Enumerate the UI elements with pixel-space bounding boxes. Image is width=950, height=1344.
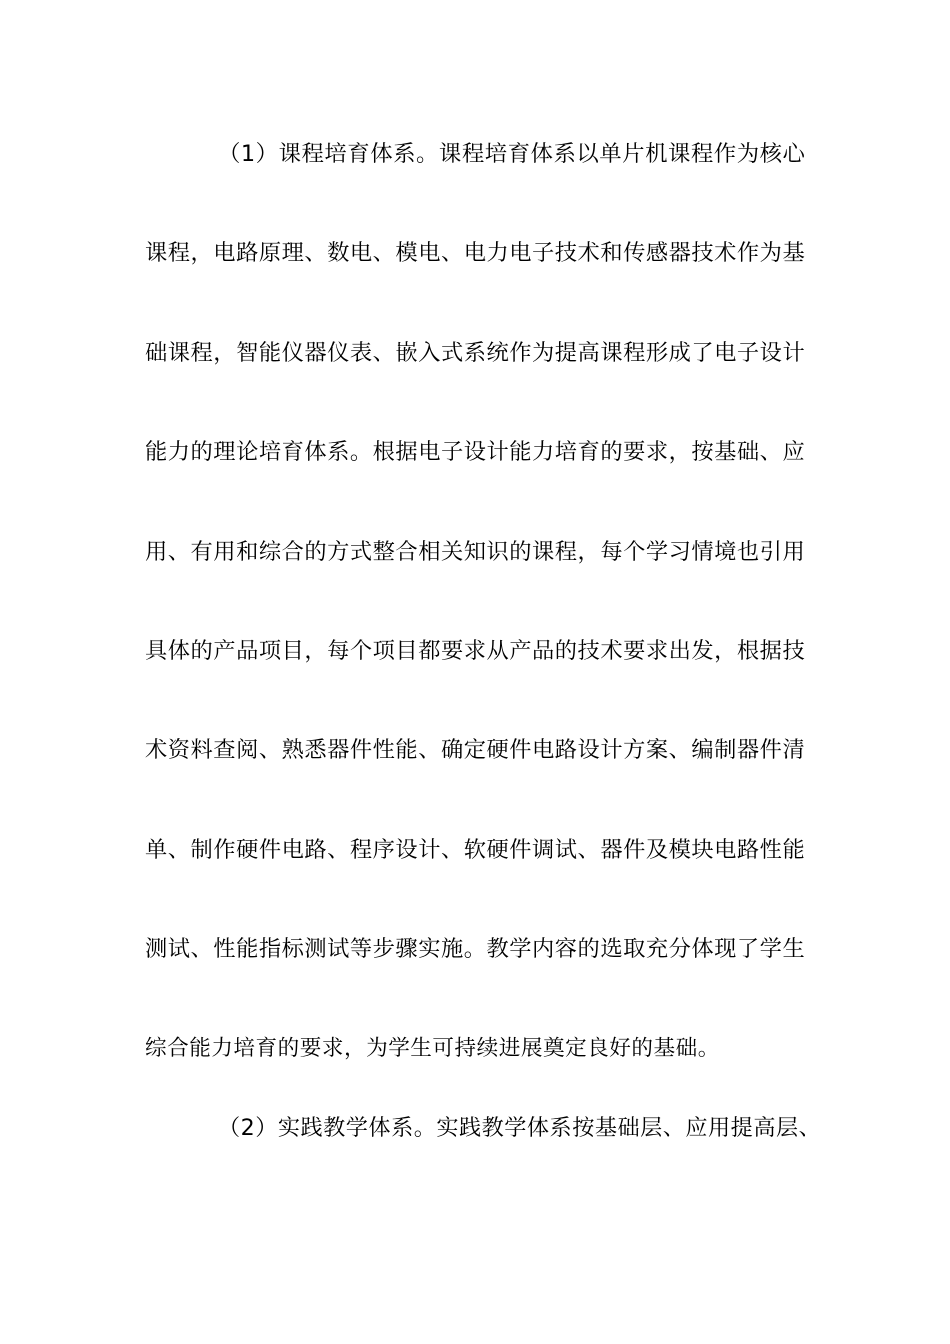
- paragraph-1-line-1: （1）课程培育体系。课程培育体系以单片机课程作为核心: [218, 141, 806, 167]
- paragraph-1-line-4: 能力的理论培育体系。根据电子设计能力培育的要求，按基础、应: [145, 439, 806, 465]
- paragraph-1-line-9: 测试、性能指标测试等步骤实施。教学内容的选取充分体现了学生: [145, 936, 806, 962]
- paragraph-1-line-10: 综合能力培育的要求，为学生可持续进展奠定良好的基础。: [145, 1036, 720, 1061]
- paragraph-1-line-7: 术资料查阅、熟悉器件性能、确定硬件电路设计方案、编制器件清: [145, 737, 806, 763]
- paragraph-1-line-6: 具体的产品项目，每个项目都要求从产品的技术要求出发，根据技: [145, 638, 806, 664]
- paragraph-1-line-3: 础课程，智能仪器仪表、嵌入式系统作为提高课程形成了电子设计: [145, 340, 806, 366]
- paragraph-1-line-8: 单、制作硬件电路、程序设计、软硬件调试、器件及模块电路性能: [145, 837, 806, 863]
- paragraph-1-line-5: 用、有用和综合的方式整合相关知识的课程，每个学习情境也引用: [145, 539, 806, 565]
- paragraph-2-line-1: （2）实践教学体系。实践教学体系按基础层、应用提高层、: [218, 1115, 822, 1141]
- paragraph-1-line-2: 课程，电路原理、数电、模电、电力电子技术和传感器技术作为基: [145, 240, 806, 266]
